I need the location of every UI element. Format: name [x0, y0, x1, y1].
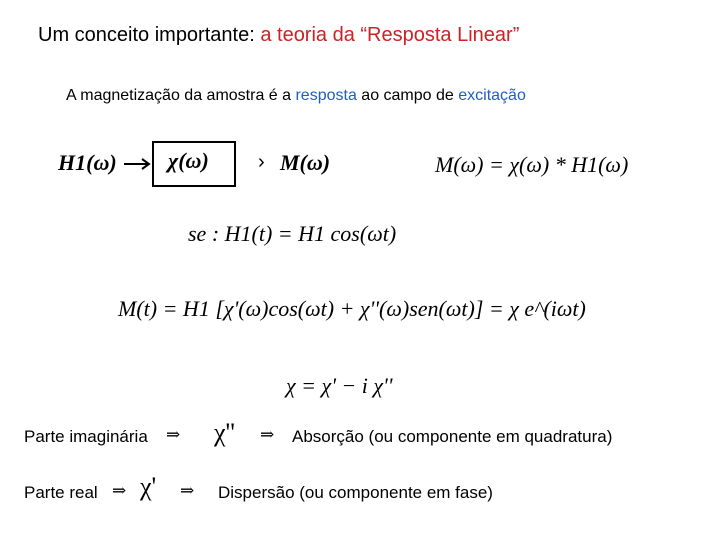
- response-equation-text: M(t) = H1 [χ'(ω)cos(ωt) + χ''(ω)sen(ωt)] = χ e^(iωt): [118, 296, 586, 321]
- implies-icon: [112, 481, 126, 501]
- title-prefix: Um conceito importante:: [38, 24, 261, 46]
- real-part-label: [24, 483, 98, 503]
- implies-icon: [180, 481, 194, 501]
- implies-symbol: ⇒: [112, 481, 127, 501]
- slide-title: [38, 24, 519, 47]
- diagram-input-text: H1(ω): [58, 150, 117, 175]
- imag-part-description-text: Absorção (ou componente em quadratura): [292, 427, 613, 446]
- implies-symbol: ⇒: [260, 425, 275, 445]
- implies-symbol: ⇒: [180, 481, 195, 501]
- diagram-box-text: χ(ω): [168, 148, 209, 173]
- slide-subtitle: [66, 87, 526, 105]
- imag-part-description: [292, 427, 612, 447]
- imag-part-label: [24, 427, 148, 447]
- title-highlight: a teoria da “Resposta Linear”: [260, 24, 520, 46]
- imag-part-label-text: Parte imaginária: [24, 427, 148, 446]
- convolution-equation: [435, 152, 628, 178]
- chi-imag-symbol-text: χ'': [214, 418, 235, 447]
- chi-imag-symbol: [214, 418, 235, 448]
- chevron-right-icon: ›: [258, 151, 265, 173]
- subtitle-part1: A magnetização da amostra é a: [66, 87, 296, 104]
- convolution-equation-text: M(ω) = χ(ω) * H1(ω): [435, 152, 629, 177]
- chi-real-symbol: [140, 472, 156, 502]
- diagram-input: [58, 150, 117, 176]
- chi-decomposition: [286, 373, 392, 399]
- diagram-output: [280, 150, 330, 176]
- diagram-box-label: [168, 148, 209, 174]
- condition-equation: [188, 221, 396, 247]
- chi-real-symbol-text: χ': [140, 472, 157, 501]
- arrow-right-icon: [124, 156, 154, 172]
- condition-equation-text: se : H1(t) = H1 cos(ωt): [188, 221, 397, 246]
- subtitle-part2: ao campo de: [356, 87, 459, 104]
- diagram-output-text: M(ω): [280, 150, 331, 175]
- implies-icon: [166, 425, 180, 445]
- subtitle-word-resposta: resposta: [295, 87, 357, 104]
- subtitle-word-excitacao: excitação: [458, 87, 526, 104]
- real-part-description-text: Dispersão (ou componente em fase): [218, 483, 493, 502]
- implies-icon: [260, 425, 274, 445]
- chi-decomposition-text: χ = χ' − i χ'': [286, 373, 393, 398]
- real-part-description: [218, 483, 493, 503]
- real-part-label-text: Parte real: [24, 483, 98, 502]
- response-equation: [118, 296, 586, 322]
- implies-symbol: ⇒: [166, 425, 181, 445]
